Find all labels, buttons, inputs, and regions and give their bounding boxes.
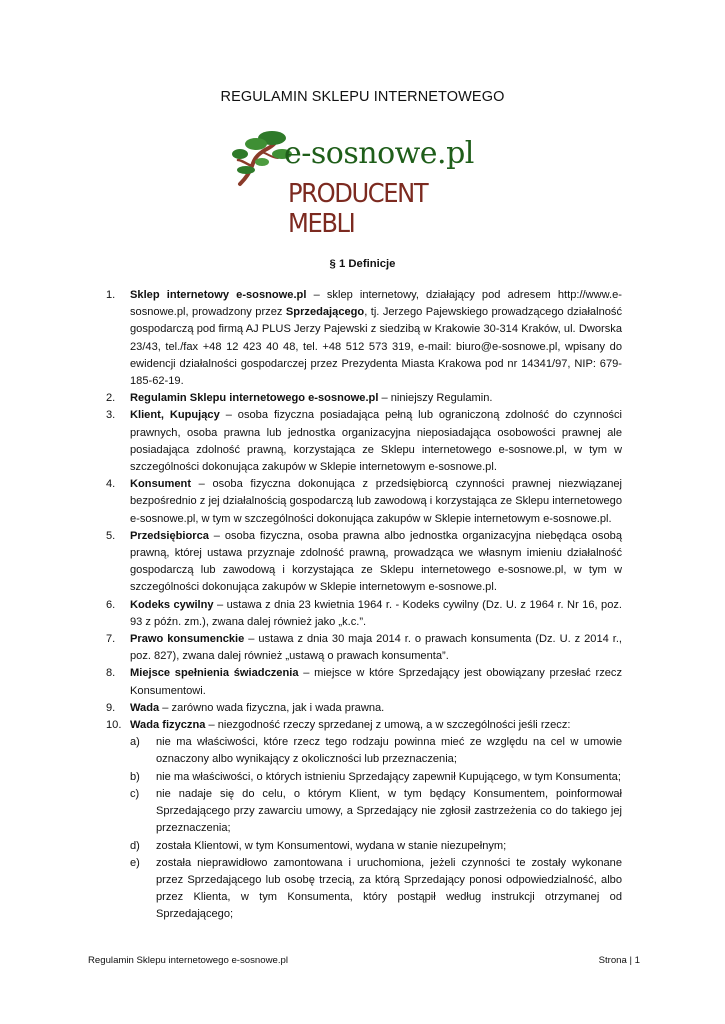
sub-item-letter: a) xyxy=(130,736,140,749)
definitions-content xyxy=(102,287,622,924)
definition-text: – osoba fizyczna dokonująca z przedsiębiorcą czynności prawnej niezwiązanej bezpośrednio z jej działalnością gospodarczą lub zawodową i korzystająca ze Sklepu internetowego e-sosnowe.pl, w tym w szczególności dokonująca zakupów w Sklepie internetowym e-sosnowe.pl. xyxy=(130,478,622,525)
footer-document-name: Regulamin Sklepu internetowego e-sosnowe.pl xyxy=(88,955,288,966)
list-item xyxy=(102,597,622,631)
company-logo xyxy=(232,126,512,239)
list-item-number: 5. xyxy=(106,529,116,542)
definition-term: Wada xyxy=(130,701,160,714)
definition-text: , tj. Jerzego Pajewskiego prowadzącego działalność gospodarczą pod firmą AJ PLUS Jerzy Pajewski z siedzibą w Krakowie 30-314 Kraków, ul. Dworska 23/43, tel./fax +48 12 423 40 48, tel. +48 512 573 319, e-mail: biuro@e-sosnowe.pl, wpisany do ewidencji działalności gospodarczej przez Prezydenta Miasta Krakowa pod nr 14341/97, NIP: 679-185-62-19. xyxy=(130,306,622,388)
logo-subtitle-text: PRODUCENT MEBLI xyxy=(288,179,428,239)
definition-text: – osoba fizyczna, osoba prawna albo jednostka organizacyjna niebędąca osobą prawną, której ustawa przyznaje zdolność prawną, prowadząca we własnym imieniu działalność gospodarczą lub zawodową i korzystająca ze Sklepu internetowego e-sosnowe.pl, w tym w szczególności dokonująca zakupów w Sklepie internetowym e-sosnowe.pl. xyxy=(130,529,622,594)
sub-list-item xyxy=(130,786,622,838)
sub-item-text: nie ma właściwości, o których istnieniu Sprzedający zapewnił Kupującego, w tym Konsumenta; xyxy=(156,770,621,783)
definition-text: – ustawa z dnia 30 maja 2014 r. o prawach konsumenta (Dz. U. z 2014 r., poz. 827), zwana dalej również „ustawą o prawach konsumenta”. xyxy=(130,633,622,663)
sub-item-text: nie nadaje się do celu, o którym Klient, w tym będący Konsumentem, poinformował Sprzedającego przy zawarciu umowy, a Sprzedający nie zgłosił zastrzeżenia co do takiego jej przeznaczenia; xyxy=(156,787,622,835)
definition-term: Miejsce spełnienia świadczenia xyxy=(130,667,299,680)
definition-text: – niniejszy Regulamin. xyxy=(378,392,493,405)
list-item xyxy=(102,287,622,390)
list-item-number: 2. xyxy=(106,392,116,405)
definition-term: Sklep internetowy e-sosnowe.pl xyxy=(130,289,307,301)
sub-list-item xyxy=(130,769,622,786)
list-item xyxy=(102,631,622,665)
sub-item-letter: e) xyxy=(130,856,140,869)
definitions-list xyxy=(102,287,622,924)
definition-term: Regulamin Sklepu internetowego e-sosnowe.pl xyxy=(130,392,379,405)
list-item xyxy=(102,407,622,476)
sub-item-text: została nieprawidłowo zamontowana i uruchomiona, jeżeli czynności te zostały wykonane przez Sprzedającego lub osobę trzecią, za którą Sprzedający ponosi odpowiedzialność, albo przez Klienta, w tym Konsumenta, który postąpił według instrukcji otrzymanej od Sprzedającego; xyxy=(156,856,622,921)
list-item-number: 8. xyxy=(106,667,116,680)
footer-page-number: Strona | 1 xyxy=(598,955,640,966)
sub-list-item xyxy=(130,838,622,855)
list-item xyxy=(102,665,622,699)
sub-list-item xyxy=(130,734,622,768)
list-item-number: 1. xyxy=(106,289,116,301)
definition-text: – osoba fizyczna posiadająca pełną lub ograniczoną zdolność do czynności prawnych, osoba prawna lub jednostka organizacyjna nieposiadająca osobowości prawnej ale posiadająca zdolność prawną, korzystająca ze Sklepu internetowego e-sosnowe.pl, w tym w szczególności dokonująca zakupów w Sklepie internetowym e-sosnowe.pl. xyxy=(130,409,622,474)
definition-term: Prawo konsumenckie xyxy=(130,633,245,646)
list-item-number: 6. xyxy=(106,598,116,611)
definition-term: Wada fizyczna xyxy=(130,719,206,732)
sub-list xyxy=(130,734,622,923)
list-item-number: 4. xyxy=(106,478,116,491)
sub-item-letter: d) xyxy=(130,839,140,852)
definition-text: – zarówno wada fizyczna, jak i wada prawna. xyxy=(159,701,385,714)
list-item-number: 3. xyxy=(106,409,116,422)
logo-domain-text: e-sosnowe.pl xyxy=(284,136,474,171)
sub-list-item xyxy=(130,855,622,924)
list-item-number: 7. xyxy=(106,633,116,646)
page-title: REGULAMIN SKLEPU INTERNETOWEGO xyxy=(220,89,505,105)
list-item-number: 9. xyxy=(106,701,116,714)
definition-text: – miejsce w które Sprzedający jest obowiązany przesłać rzecz Konsumentowi. xyxy=(130,667,623,697)
definition-text: – ustawa z dnia 23 kwietnia 1964 r. - Kodeks cywilny (Dz. U. z 1964 r. Nr 16, poz. 93 z późn. zm.), zwana dalej również jako „k.c.”. xyxy=(130,598,622,628)
definition-term: Konsument xyxy=(130,478,192,491)
page-footer xyxy=(88,955,640,966)
definition-text: – sklep internetowy, działający pod adresem http://www.e-sosnowe.pl, prowadzony przez xyxy=(130,289,622,319)
definition-term: Klient, Kupujący xyxy=(130,409,220,422)
list-item xyxy=(102,717,622,923)
sub-item-letter: c) xyxy=(130,787,140,800)
definition-term: Przedsiębiorca xyxy=(130,529,209,542)
sub-item-text: nie ma właściwości, które rzecz tego rodzaju powinna mieć ze względu na cel w umowie oznaczony albo wynikający z okoliczności lub przeznaczenia; xyxy=(156,736,622,766)
definition-term: Kodeks cywilny xyxy=(130,598,214,611)
list-item xyxy=(102,528,622,597)
definition-term: Sprzedającego xyxy=(285,306,365,319)
list-item xyxy=(102,390,622,407)
section-title: § 1 Definicje xyxy=(329,258,396,270)
list-item-number: 10. xyxy=(106,719,122,732)
list-item xyxy=(102,700,622,717)
sub-item-text: została Klientowi, w tym Konsumentowi, wydana w stanie niezupełnym; xyxy=(156,839,507,852)
list-item xyxy=(102,476,622,528)
definition-text: – niezgodność rzeczy sprzedanej z umową, a w szczególności jeśli rzecz: xyxy=(205,719,571,732)
sub-item-letter: b) xyxy=(130,770,140,783)
